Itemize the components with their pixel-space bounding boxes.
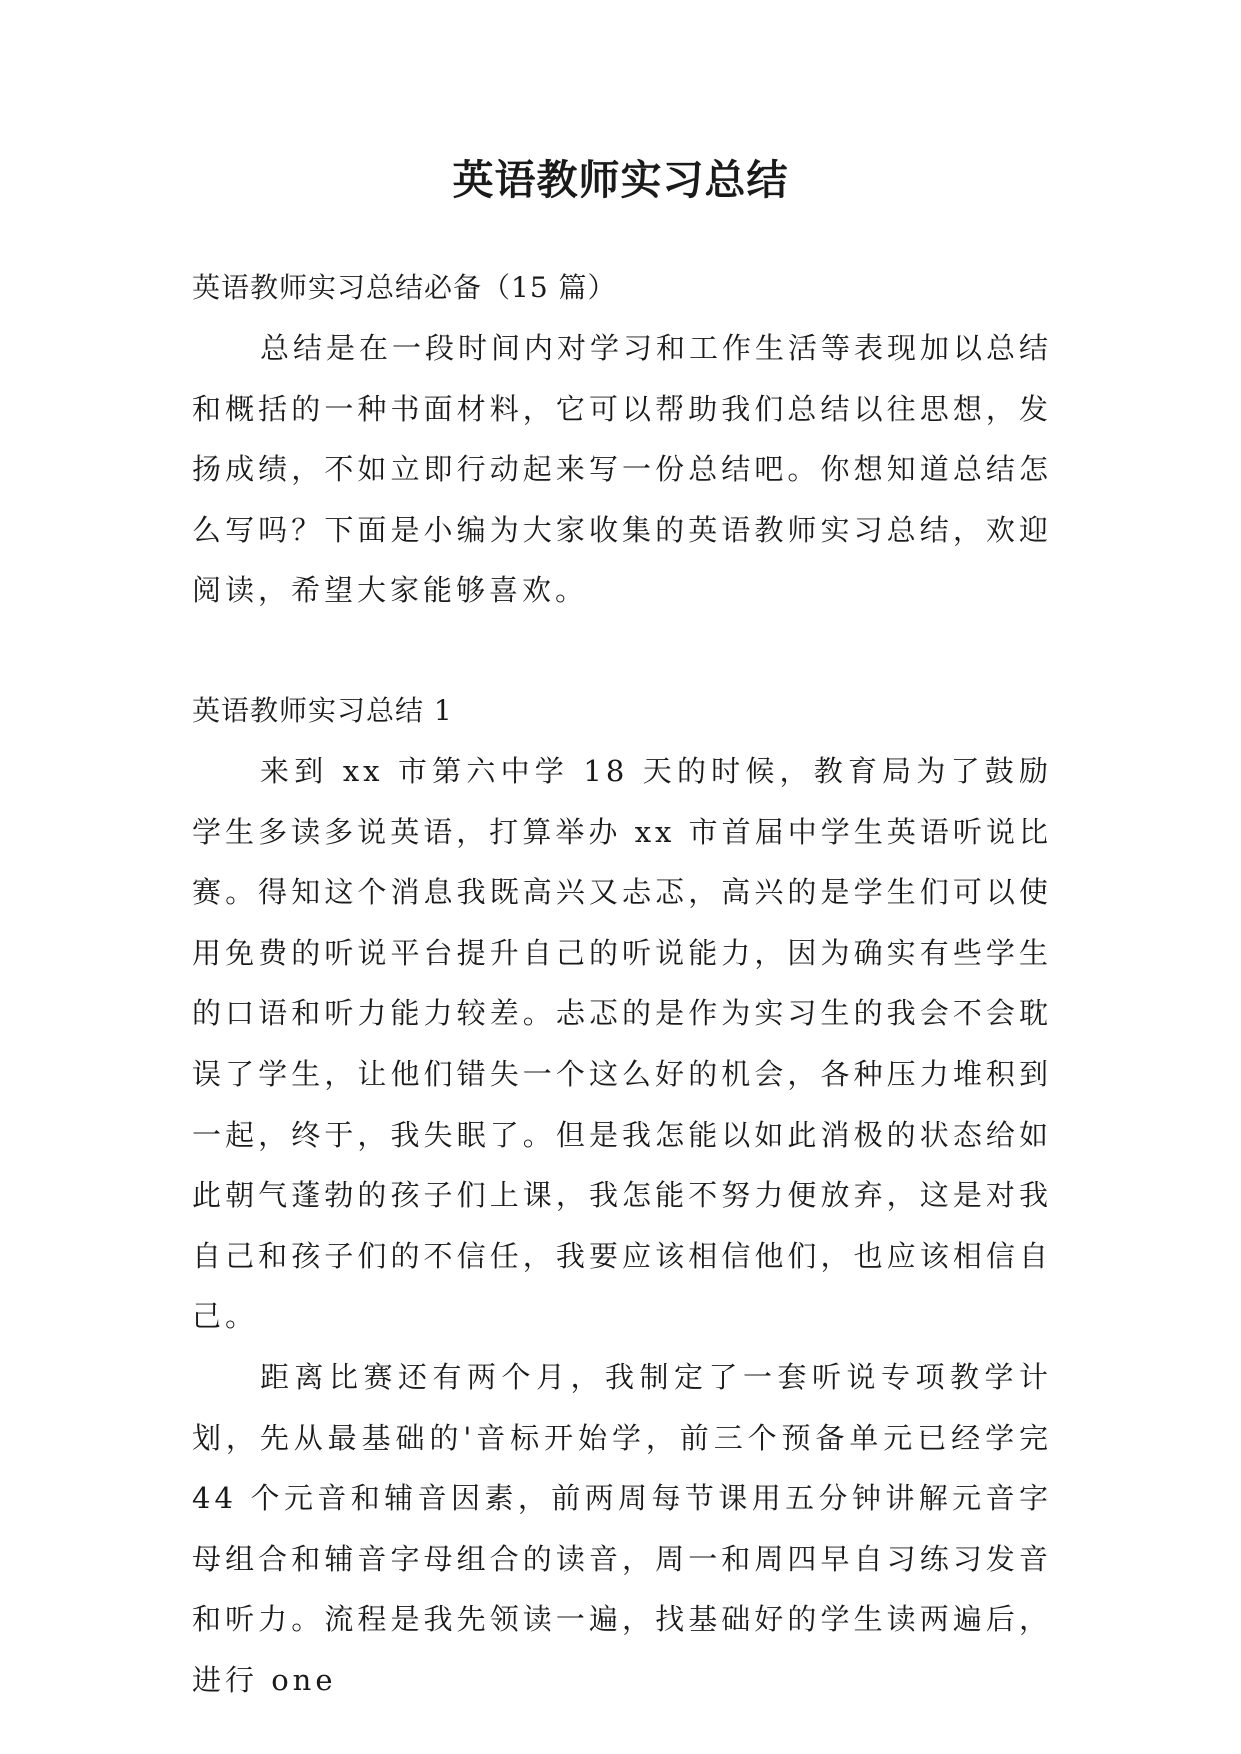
document-body [192,258,1052,1710]
intro-paragraph: 总结是在一段时间内对学习和工作生活等表现加以总结和概括的一种书面材料，它可以帮助我们总结以往思想，发扬成绩，不如立即行动起来写一份总结吧。你想知道总结怎么写吗？下面是小编为大家收集的英语教师实习总结，欢迎阅读，希望大家能够喜欢。 [192,331,1053,608]
document-subtitle: 英语教师实习总结必备（15 篇） [192,271,617,304]
section-heading: 英语教师实习总结 1 [192,693,453,727]
section-spacer [192,621,1052,681]
body-paragraph: 来到 xx 市第六中学 18 天的时候，教育局为了鼓励学生多读多说英语，打算举办 xx 市首届中学生英语听说比赛。得知这个消息我既高兴又忐忑，高兴的是学生们可以使用免费的听说平台提升自己的听说能力，因为确实有些学生的口语和听力能力较差。忐忑的是作为实习生的我会不会耽误了学生，让他们错失一个这么好的机会，各种压力堆积到一起，终于，我失眠了。但是我怎能以如此消极的状态给如此朝气蓬勃的孩子们上课，我怎能不努力便放弃，这是对我自己和孩子们的不信任，我要应该相信他们，也应该相信自己。 [192,753,1052,1334]
document-title: 英语教师实习总结 [452,156,789,204]
body-paragraph: 距离比赛还有两个月，我制定了一套听说专项教学计划，先从最基础的'音标开始学，前三个预备单元已经学完 44 个元音和辅音因素，前两周每节课用五分钟讲解元音字母组合和辅音字母组合的读音，周一和周四早自习练习发音和听力。流程是我先领读一遍，找基础好的学生读两遍后，进行 one [192,1359,1052,1697]
